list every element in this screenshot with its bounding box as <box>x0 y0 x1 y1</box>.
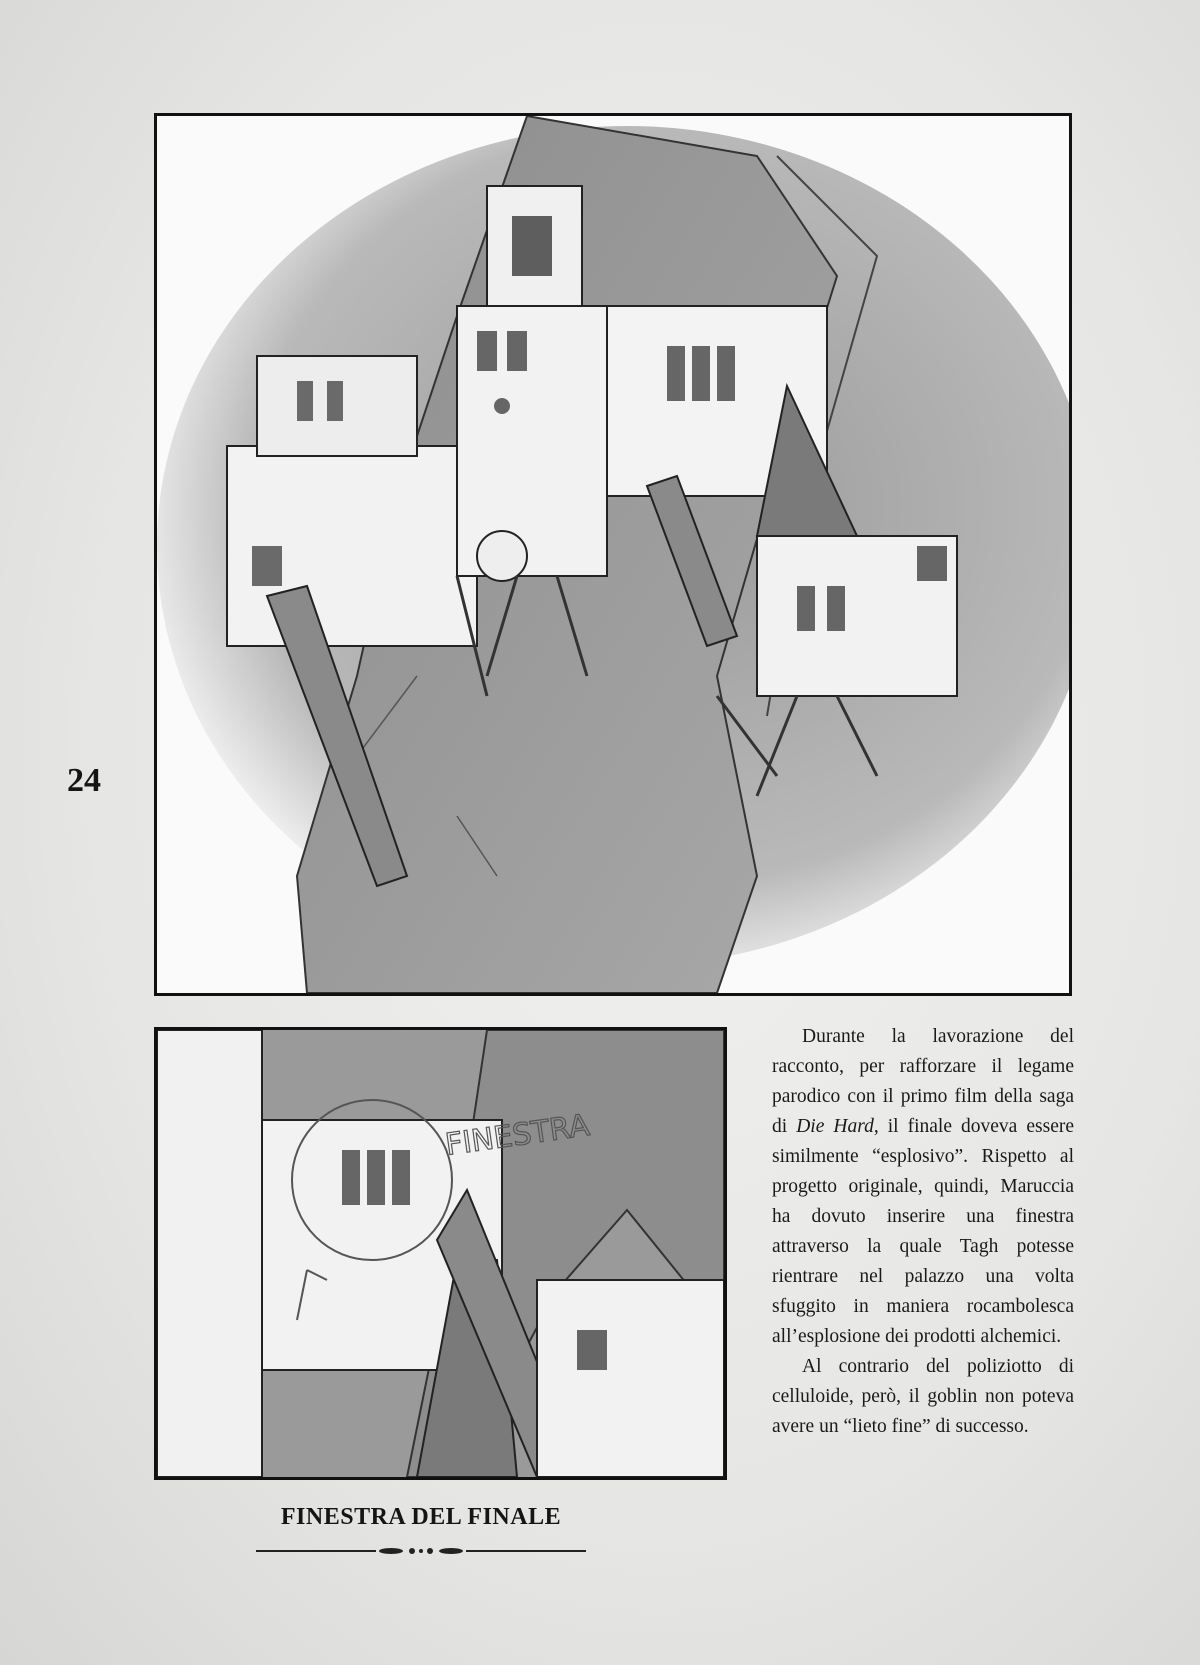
paragraph-1: Durante la lavorazione del racconto, per rafforzare il legame parodico con il primo film della saga di Die Hard, il finale doveva essere similmente “esplosivo”. Rispetto al progetto originale, quindi, Maruccia ha dovuto inserire una finestra attraverso la quale Tagh potesse rientrare nel palazzo una volta sfuggito in maniera rocambolesca all’esplosione dei prodotti alchemici. <box>772 1026 1075 1347</box>
page-number: 24 <box>67 762 101 799</box>
body-text <box>772 1022 1074 1442</box>
sketch-detail-illustration <box>154 1027 727 1480</box>
window-sketch-drawing <box>157 1030 724 1477</box>
paragraph-2: Al contrario del poliziotto di celluloide, però, il goblin non poteva avere un “lieto fine” di successo. <box>772 1356 1074 1437</box>
film-title: Die Hard <box>796 1116 874 1137</box>
caption-title: FINESTRA DEL FINALE <box>280 1504 562 1530</box>
castle-on-cliff-drawing <box>157 116 1069 993</box>
main-illustration <box>154 113 1072 996</box>
sketch-annotation-label: FINESTRA <box>443 1108 592 1163</box>
caption-ornament-divider <box>256 1544 586 1558</box>
